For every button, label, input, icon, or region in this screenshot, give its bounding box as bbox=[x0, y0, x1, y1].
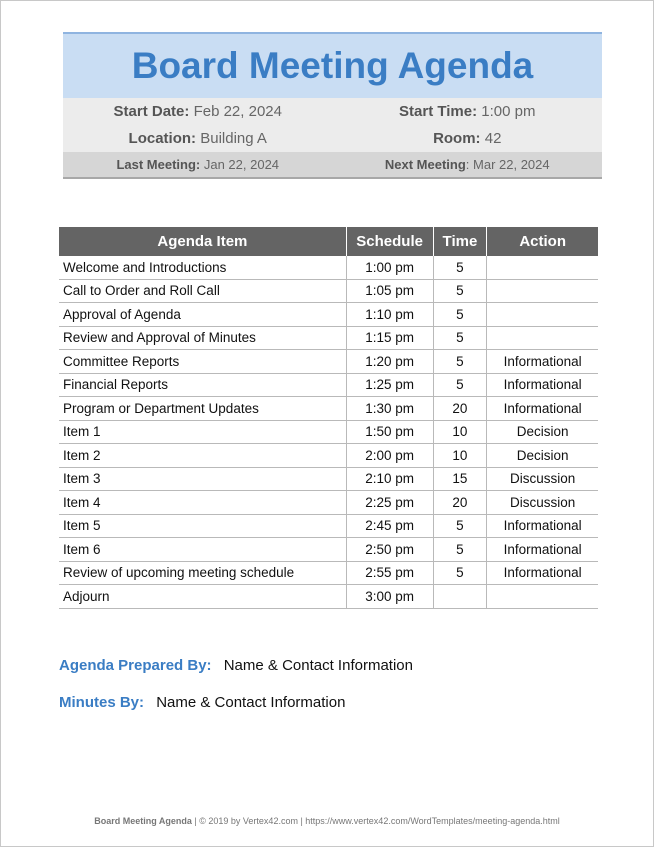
cell-time: 10 bbox=[433, 420, 487, 444]
cell-action: Discussion bbox=[487, 467, 598, 491]
table-row bbox=[59, 397, 598, 421]
cell-time: 5 bbox=[433, 538, 487, 562]
cell-time: 5 bbox=[433, 561, 487, 585]
cell-action: Informational bbox=[487, 397, 598, 421]
table-row bbox=[59, 491, 598, 515]
footer bbox=[1, 816, 653, 826]
start-time-label: Start Time: bbox=[399, 103, 478, 120]
header-action: Action bbox=[487, 227, 598, 256]
cell-schedule: 1:10 pm bbox=[346, 303, 433, 327]
start-date bbox=[63, 103, 333, 120]
table-row bbox=[59, 538, 598, 562]
footer-copyright: | © 2019 by Vertex42.com | https://www.vertex42.com/WordTemplates/meeting-agenda.html bbox=[191, 816, 560, 826]
minutes-by-line bbox=[59, 694, 345, 711]
cell-item: Review of upcoming meeting schedule bbox=[59, 561, 346, 585]
last-meeting-label: Last Meeting: bbox=[116, 157, 201, 172]
cell-item: Financial Reports bbox=[59, 373, 346, 397]
cell-schedule: 1:15 pm bbox=[346, 326, 433, 350]
cell-action bbox=[487, 326, 598, 350]
cell-item: Item 1 bbox=[59, 420, 346, 444]
start-time bbox=[333, 103, 603, 120]
table-row bbox=[59, 514, 598, 538]
cell-action: Decision bbox=[487, 444, 598, 468]
header-agenda-item: Agenda Item bbox=[59, 227, 346, 256]
cell-schedule: 1:05 pm bbox=[346, 279, 433, 303]
header-schedule: Schedule bbox=[346, 227, 433, 256]
page-title: Board Meeting Agenda bbox=[131, 45, 534, 86]
minutes-by-label: Minutes By: bbox=[59, 694, 145, 711]
prepared-by-line bbox=[59, 657, 413, 674]
cell-time: 15 bbox=[433, 467, 487, 491]
next-meeting-label: Next Meeting bbox=[384, 157, 466, 172]
cell-action bbox=[487, 279, 598, 303]
cell-schedule: 2:25 pm bbox=[346, 491, 433, 515]
cell-item: Adjourn bbox=[59, 585, 346, 609]
cell-schedule: 1:00 pm bbox=[346, 256, 433, 279]
title-bar bbox=[63, 32, 602, 98]
cell-time: 5 bbox=[433, 279, 487, 303]
table-row bbox=[59, 561, 598, 585]
cell-schedule: 1:25 pm bbox=[346, 373, 433, 397]
cell-item: Item 3 bbox=[59, 467, 346, 491]
cell-item: Item 6 bbox=[59, 538, 346, 562]
cell-action: Decision bbox=[487, 420, 598, 444]
cell-schedule: 2:45 pm bbox=[346, 514, 433, 538]
cell-item: Item 4 bbox=[59, 491, 346, 515]
cell-schedule: 2:55 pm bbox=[346, 561, 433, 585]
cell-time: 20 bbox=[433, 397, 487, 421]
location-value: Building A bbox=[200, 130, 267, 147]
cell-item: Call to Order and Roll Call bbox=[59, 279, 346, 303]
cell-schedule: 2:10 pm bbox=[346, 467, 433, 491]
table-row bbox=[59, 444, 598, 468]
cell-time: 5 bbox=[433, 373, 487, 397]
next-meeting bbox=[333, 157, 603, 172]
cell-schedule: 1:20 pm bbox=[346, 350, 433, 374]
table-row bbox=[59, 467, 598, 491]
cell-item: Welcome and Introductions bbox=[59, 256, 346, 279]
cell-action: Informational bbox=[487, 373, 598, 397]
info-row-start bbox=[63, 98, 602, 125]
table-row bbox=[59, 256, 598, 279]
header-block bbox=[63, 32, 602, 179]
minutes-by-value[interactable]: Name & Contact Information bbox=[156, 694, 346, 711]
start-date-label: Start Date: bbox=[113, 103, 190, 120]
cell-item: Item 5 bbox=[59, 514, 346, 538]
cell-action: Informational bbox=[487, 350, 598, 374]
cell-item: Committee Reports bbox=[59, 350, 346, 374]
info-row-meetings bbox=[63, 152, 602, 179]
location-label: Location: bbox=[128, 130, 197, 147]
cell-time bbox=[433, 585, 487, 609]
cell-schedule: 1:30 pm bbox=[346, 397, 433, 421]
cell-item: Program or Department Updates bbox=[59, 397, 346, 421]
cell-time: 5 bbox=[433, 514, 487, 538]
table-row bbox=[59, 350, 598, 374]
start-date-value: Feb 22, 2024 bbox=[193, 103, 282, 120]
cell-item: Approval of Agenda bbox=[59, 303, 346, 327]
cell-action bbox=[487, 303, 598, 327]
cell-item: Item 2 bbox=[59, 444, 346, 468]
table-row bbox=[59, 585, 598, 609]
table-row bbox=[59, 279, 598, 303]
cell-time: 5 bbox=[433, 303, 487, 327]
header-time: Time bbox=[433, 227, 487, 256]
prepared-by-label: Agenda Prepared By: bbox=[59, 657, 212, 674]
cell-item: Review and Approval of Minutes bbox=[59, 326, 346, 350]
cell-schedule: 2:50 pm bbox=[346, 538, 433, 562]
table-row bbox=[59, 373, 598, 397]
cell-time: 5 bbox=[433, 256, 487, 279]
cell-schedule: 1:50 pm bbox=[346, 420, 433, 444]
room-value: 42 bbox=[484, 130, 502, 147]
cell-schedule: 2:00 pm bbox=[346, 444, 433, 468]
table-row bbox=[59, 326, 598, 350]
table-header-row bbox=[59, 227, 598, 256]
cell-time: 5 bbox=[433, 326, 487, 350]
cell-time: 10 bbox=[433, 444, 487, 468]
last-meeting bbox=[63, 157, 333, 172]
cell-time: 20 bbox=[433, 491, 487, 515]
cell-action: Informational bbox=[487, 561, 598, 585]
cell-time: 5 bbox=[433, 350, 487, 374]
location bbox=[63, 130, 333, 147]
last-meeting-value: Jan 22, 2024 bbox=[203, 157, 280, 172]
agenda-table bbox=[59, 227, 598, 609]
cell-action: Informational bbox=[487, 514, 598, 538]
table-row bbox=[59, 303, 598, 327]
start-time-value: 1:00 pm bbox=[481, 103, 536, 120]
cell-action bbox=[487, 585, 598, 609]
cell-action: Informational bbox=[487, 538, 598, 562]
room bbox=[333, 130, 603, 147]
cell-action bbox=[487, 256, 598, 279]
room-label: Room: bbox=[433, 130, 481, 147]
table-row bbox=[59, 420, 598, 444]
footer-title: Board Meeting Agenda bbox=[94, 816, 192, 826]
info-row-location bbox=[63, 125, 602, 152]
cell-action: Discussion bbox=[487, 491, 598, 515]
prepared-by-value[interactable]: Name & Contact Information bbox=[223, 657, 413, 674]
cell-schedule: 3:00 pm bbox=[346, 585, 433, 609]
next-meeting-value: : Mar 22, 2024 bbox=[465, 157, 550, 172]
